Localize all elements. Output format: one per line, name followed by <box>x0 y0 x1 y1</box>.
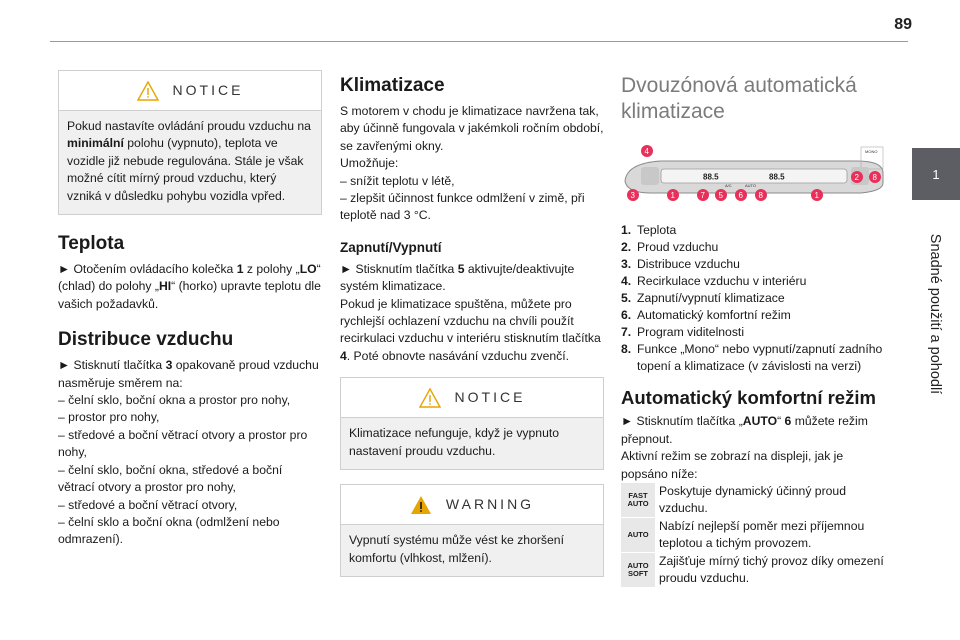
warning-box <box>340 484 604 577</box>
chapter-side-label <box>913 204 957 424</box>
notice-header <box>59 71 321 111</box>
list-item: 8. Funkce „Mono“ nebo vypnutí/zapnutí zadního topení a klimatizace (v závislosti na verzi) <box>621 342 883 374</box>
comfort-text-2: Aktivní režim se zobrazí na displeji, jak je popsáno níže: <box>621 449 844 481</box>
distribuce-item: – čelní sklo, boční okna a prostor pro nohy, <box>58 393 291 408</box>
comfort-text: ► Stisknutím tlačítka „AUTO“ 6 můžete režim přepnout. <box>621 414 868 446</box>
list-item: 1. Teplota <box>621 223 677 238</box>
svg-text:1: 1 <box>670 191 675 200</box>
notice-box <box>340 377 604 470</box>
section-heading-comfort: Automatický komfortní režim <box>621 387 876 409</box>
distribuce-item: – středové a boční větrací otvory a prostor pro nohy, <box>58 427 308 460</box>
notice-header <box>341 378 603 418</box>
column-3 <box>621 70 891 587</box>
mode-text: Poskytuje dynamický účinný proud vzduchu. <box>659 484 846 516</box>
svg-text:8: 8 <box>872 173 877 182</box>
section-heading-klimatizace: Klimatizace <box>340 75 445 96</box>
klimatizace-item: – zlepšit účinnost funkce odmlžení v zimě, při teplotě nad 3 °C. <box>340 191 585 223</box>
notice-text: Pokud nastavíte ovládání proudu vzduchu na minimální polohu (vypnuto), teplota ve vozidle již nebude regulována. Stále je však možné cítit mírný proud vzduchu, který vzniká v důsledku pohybu vozidla vpřed. <box>67 119 311 203</box>
svg-text:8: 8 <box>758 191 763 200</box>
panel-mono-label: MONO <box>865 149 878 154</box>
svg-text:5: 5 <box>718 191 723 200</box>
section-heading-dual-zone: Dvouzónová automatická klimatizace <box>621 74 857 123</box>
warning-text: Vypnutí systému může vést ke zhoršení komfortu (vlhkost, mlžení). <box>349 533 564 565</box>
control-list <box>621 222 891 375</box>
notice-text: Klimatizace nefunguje, když je vypnuto nastavení proudu vzduchu. <box>349 426 560 458</box>
top-divider <box>50 41 908 42</box>
notice-body <box>59 111 321 214</box>
auto-icon: AUTO <box>621 518 655 552</box>
column-2 <box>340 70 604 577</box>
notice-title: NOTICE <box>454 389 526 406</box>
distribuce-intro: ► Stisknutí tlačítka 3 opakovaně proud vzduchu nasměruje směrem na: <box>58 358 319 390</box>
svg-text:2: 2 <box>854 173 859 182</box>
svg-text:7: 7 <box>700 191 705 200</box>
teplota-text: ► Otočením ovládacího kolečka 1 z polohy „LO“ (chlad) do polohy „HI“ (horko) upravte teplotu dle vašich požadavků. <box>58 262 321 311</box>
klimatizace-allows: Umožňuje: <box>340 156 399 171</box>
panel-display-left: 88.5 <box>703 172 719 182</box>
notice-title: NOTICE <box>172 81 244 98</box>
section-heading-distribuce: Distribuce vzduchu <box>58 329 234 351</box>
warning-triangle-icon <box>137 81 159 101</box>
notice-box <box>58 70 322 215</box>
onoff-text-2: Pokud je klimatizace spuštěna, můžete pro rychlejší ochlazení vzduchu na chvíli použít recirkulaci vzduchu v interiéru stisknutím tlačítka 4. Poté obnovte nasávání vzduchu zvenčí. <box>340 296 601 363</box>
klimatizace-item: – snížit teplotu v létě, <box>340 173 455 188</box>
warning-header <box>341 485 603 525</box>
mode-row <box>621 518 891 553</box>
klimatizace-intro: S motorem v chodu je klimatizace navržena tak, aby účinně fungovala v jakémkoli ročním období, se zavřenými okny. <box>340 104 604 153</box>
section-heading-onoff: Zapnutí/Vypnutí <box>340 239 442 255</box>
page-number: 89 <box>894 16 912 33</box>
panel-display-right: 88.5 <box>769 172 785 182</box>
section-heading-teplota: Teplota <box>58 233 125 255</box>
warning-body <box>341 525 603 576</box>
distribuce-item: – čelní sklo a boční okna (odmlžení nebo odmrazení). <box>58 514 280 547</box>
column-1 <box>58 70 322 549</box>
svg-text:4: 4 <box>644 147 649 156</box>
warning-triangle-icon <box>419 388 441 408</box>
mode-text: Nabízí nejlepší poměr mezi příjemnou teplotou a tichým provozem. <box>659 518 865 551</box>
svg-text:3: 3 <box>630 191 635 200</box>
mode-text: Zajišťuje mírný tichý provoz díky omezení proudu vzduchu. <box>659 553 884 586</box>
distribuce-item: – prostor pro nohy, <box>58 410 160 425</box>
list-item: 7. Program viditelnosti <box>621 325 745 340</box>
warning-title: WARNING <box>445 495 535 512</box>
chapter-title: Snadné použití a pohodlí <box>927 233 943 395</box>
fast-auto-icon: FAST AUTO <box>621 483 655 517</box>
panel-auto-label: AUTO <box>745 183 757 188</box>
list-item: 6. Automatický komfortní režim <box>621 308 791 323</box>
chapter-tab[interactable]: 1 <box>912 148 960 200</box>
panel-ac-label: A/C <box>725 183 732 188</box>
list-item: 3. Distribuce vzduchu <box>621 257 740 272</box>
notice-body <box>341 418 603 469</box>
distribuce-item: – čelní sklo, boční okna, středové a boční větrací otvory a prostor pro nohy, <box>58 462 283 495</box>
list-item: 2. Proud vzduchu <box>621 240 719 255</box>
mode-row <box>621 553 891 588</box>
auto-soft-icon: AUTO SOFT <box>621 553 655 587</box>
list-item: 5. Zapnutí/vypnutí klimatizace <box>621 291 785 306</box>
list-item: 4. Recirkulace vzduchu v interiéru <box>621 274 807 289</box>
svg-text:6: 6 <box>738 191 743 200</box>
warning-triangle-filled-icon <box>410 495 432 515</box>
svg-text:1: 1 <box>814 191 819 200</box>
distribuce-item: – středové a boční větrací otvory, <box>58 497 238 512</box>
onoff-text: ► Stisknutím tlačítka 5 aktivujte/deaktivujte systém klimatizace. <box>340 261 575 294</box>
mode-row <box>621 483 891 518</box>
climate-control-panel <box>621 143 889 205</box>
